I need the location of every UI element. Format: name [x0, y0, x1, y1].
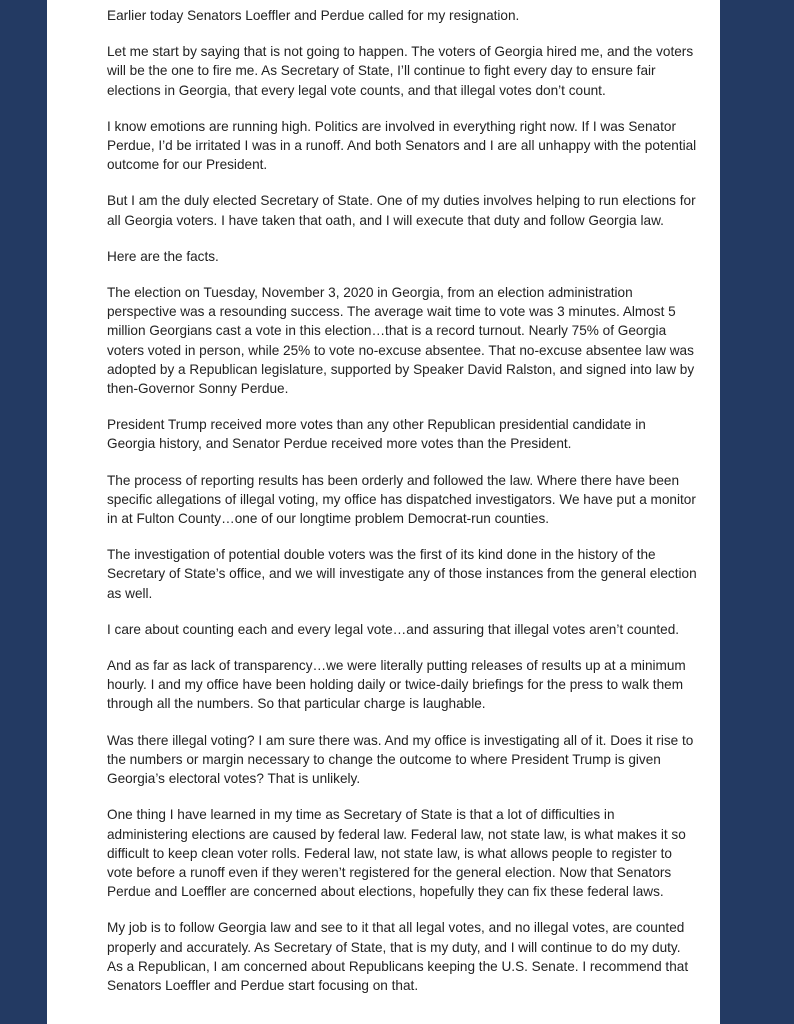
paragraph-facts-heading: Here are the facts. — [107, 248, 219, 264]
paragraph-counting-legal-votes: I care about counting each and every legal vote…and assuring that illegal votes aren’t counted. — [107, 621, 680, 637]
paragraph-emotions: I know emotions are running high. Politics are involved in everything right now. If I was Senator Perdue, I’d be irritated I was in a runoff. And both Senators and I are all unhappy with the potential outcome for our President. — [107, 118, 697, 173]
paragraph-duly-elected: But I am the duly elected Secretary of State. One of my duties involves helping to run elections for all Georgia voters. I have taken that oath, and I will execute that duty and follow Georgia law. — [107, 193, 696, 228]
paragraph-trump-votes: President Trump received more votes than any other Republican presidential candidate in Georgia history, and Senator Perdue received more votes than the President. — [107, 417, 646, 452]
paragraph-my-job: My job is to follow Georgia law and see to it that all legal votes, and no illegal votes, are counted properly and accurately. As Secretary of State, that is my duty, and I will continue to do my duty. As a Republican, I am concerned about Republicans keeping the U.S. Senate. I recommend that Senators Loeffler and Perdue start focusing on that. — [107, 920, 689, 993]
statement-body — [107, 6, 697, 995]
paragraph-double-voters: The investigation of potential double voters was the first of its kind done in the history of the Secretary of State’s office, and we will investigate any of those instances from the general election as well. — [107, 547, 697, 601]
paragraph-federal-law: One thing I have learned in my time as Secretary of State is that a lot of difficulties in administering elections are caused by federal law. Federal law, not state law, is what makes it so difficult to keep clean voter rolls. Federal law, not state law, is what allows people to register to vote before a runoff even if they weren’t registered for the general election. Now that Senators Perdue and Loeffler are concerned about elections, hopefully they can fix these federal laws. — [107, 807, 686, 900]
paragraph-election-success: The election on Tuesday, November 3, 2020 in Georgia, from an election administration perspective was a resounding success. The average wait time to vote was 3 minutes. Almost 5 million Georgians cast a vote in this election…that is a record turnout. Nearly 75% of Georgia voters voted in person, while 25% to vote no-excuse absentee. That no-excuse absentee law was adopted by a Republican legislature, supported by Speaker David Ralston, and signed into law by then-Governor Sonny Perdue. — [107, 285, 695, 397]
paragraph-illegal-voting: Was there illegal voting? I am sure there was. And my office is investigating all of it. Does it rise to the numbers or margin necessary to change the outcome to where President Trump is given Georgia’s electoral votes? That is unlikely. — [107, 732, 694, 787]
paragraph-reporting-process: The process of reporting results has been orderly and followed the law. Where there have been specific allegations of illegal voting, my office has dispatched investigators. We have put a monitor in at Fulton County…one of our longtime problem Democrat-run counties. — [107, 472, 696, 527]
left-border — [0, 0, 47, 1024]
paragraph-not-going-to-happen: Let me start by saying that is not going to happen. The voters of Georgia hired me, and the voters will be the one to fire me. As Secretary of State, I’ll continue to fight every day to ensure fair elections in Georgia, that every legal vote counts, and that illegal votes don’t count. — [107, 44, 694, 98]
paragraph-transparency: And as far as lack of transparency…we were literally putting releases of results up at a minimum hourly. I and my office have been holding daily or twice-daily briefings for the press to walk them through all the numbers. So that particular charge is laughable. — [107, 658, 686, 712]
page-margin — [47, 0, 73, 1024]
right-border — [720, 0, 794, 1024]
paragraph-resignation-call: Earlier today Senators Loeffler and Perdue called for my resignation. — [107, 8, 520, 23]
document-page — [73, 0, 720, 1024]
